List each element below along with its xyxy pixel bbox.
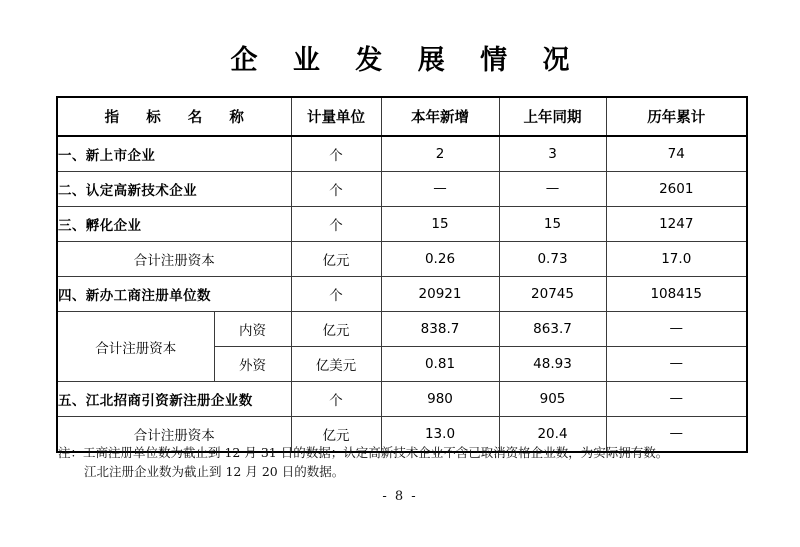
table-header-row bbox=[57, 97, 747, 136]
table-row bbox=[57, 312, 747, 347]
row-cumulative: 1247 bbox=[606, 207, 747, 242]
footnote-line-1: 注：工商注册单位数为截止到 12 月 31 日的数据；认定高新技术企业不含已取消资格企业数，为实际拥有数。 bbox=[58, 445, 669, 460]
row-unit: 个 bbox=[291, 382, 381, 417]
column-header-indicator: 指 标 名 称 bbox=[57, 97, 291, 136]
page-number: - 8 - bbox=[382, 489, 418, 504]
row-current-year: 0.26 bbox=[381, 242, 499, 277]
table-row bbox=[57, 207, 747, 242]
row-cumulative: — bbox=[606, 347, 747, 382]
row-sublabel: 外资 bbox=[214, 347, 291, 382]
column-header-cumulative: 历年累计 bbox=[606, 97, 747, 136]
statistics-table bbox=[56, 96, 748, 453]
row-label: 五、江北招商引资新注册企业数 bbox=[57, 382, 291, 417]
page-title: 企 业 发 展 情 况 bbox=[230, 45, 583, 76]
row-unit: 亿美元 bbox=[291, 347, 381, 382]
row-previous-year: — bbox=[499, 172, 606, 207]
row-current-year: 2 bbox=[381, 136, 499, 172]
footnotes bbox=[58, 443, 758, 481]
row-label: 四、新办工商注册单位数 bbox=[57, 277, 291, 312]
row-previous-year: 3 bbox=[499, 136, 606, 172]
row-unit: 个 bbox=[291, 172, 381, 207]
row-cumulative: — bbox=[606, 417, 747, 453]
table-row bbox=[57, 172, 747, 207]
row-unit: 亿元 bbox=[291, 417, 381, 453]
row-unit: 个 bbox=[291, 136, 381, 172]
row-previous-year: 0.73 bbox=[499, 242, 606, 277]
row-unit: 亿元 bbox=[291, 242, 381, 277]
table-row bbox=[57, 136, 747, 172]
row-previous-year: 15 bbox=[499, 207, 606, 242]
row-label-merged: 合计注册资本 bbox=[57, 312, 214, 382]
footnote-line-2: 江北注册企业数为截止到 12 月 20 日的数据。 bbox=[84, 464, 345, 479]
row-label: 一、新上市企业 bbox=[57, 136, 291, 172]
row-previous-year: 905 bbox=[499, 382, 606, 417]
statistics-table-container bbox=[56, 96, 746, 453]
row-current-year: 20921 bbox=[381, 277, 499, 312]
row-previous-year: 48.93 bbox=[499, 347, 606, 382]
row-label: 三、孵化企业 bbox=[57, 207, 291, 242]
row-unit: 亿元 bbox=[291, 312, 381, 347]
row-previous-year: 863.7 bbox=[499, 312, 606, 347]
row-cumulative: — bbox=[606, 382, 747, 417]
row-sublabel: 内资 bbox=[214, 312, 291, 347]
row-cumulative: 17.0 bbox=[606, 242, 747, 277]
row-current-year: 980 bbox=[381, 382, 499, 417]
row-current-year: 15 bbox=[381, 207, 499, 242]
row-current-year: 838.7 bbox=[381, 312, 499, 347]
row-unit: 个 bbox=[291, 277, 381, 312]
table-row bbox=[57, 277, 747, 312]
row-cumulative: 108415 bbox=[606, 277, 747, 312]
table-row bbox=[57, 382, 747, 417]
row-label: 二、认定高新技术企业 bbox=[57, 172, 291, 207]
row-previous-year: 20.4 bbox=[499, 417, 606, 453]
column-header-previous-year: 上年同期 bbox=[499, 97, 606, 136]
row-cumulative: 74 bbox=[606, 136, 747, 172]
table-row bbox=[57, 242, 747, 277]
row-current-year: — bbox=[381, 172, 499, 207]
row-cumulative: — bbox=[606, 312, 747, 347]
row-previous-year: 20745 bbox=[499, 277, 606, 312]
row-cumulative: 2601 bbox=[606, 172, 747, 207]
row-label: 合计注册资本 bbox=[57, 242, 291, 277]
row-unit: 个 bbox=[291, 207, 381, 242]
row-current-year: 13.0 bbox=[381, 417, 499, 453]
row-label: 合计注册资本 bbox=[57, 417, 291, 453]
column-header-current-year: 本年新增 bbox=[381, 97, 499, 136]
column-header-unit: 计量单位 bbox=[291, 97, 381, 136]
row-current-year: 0.81 bbox=[381, 347, 499, 382]
